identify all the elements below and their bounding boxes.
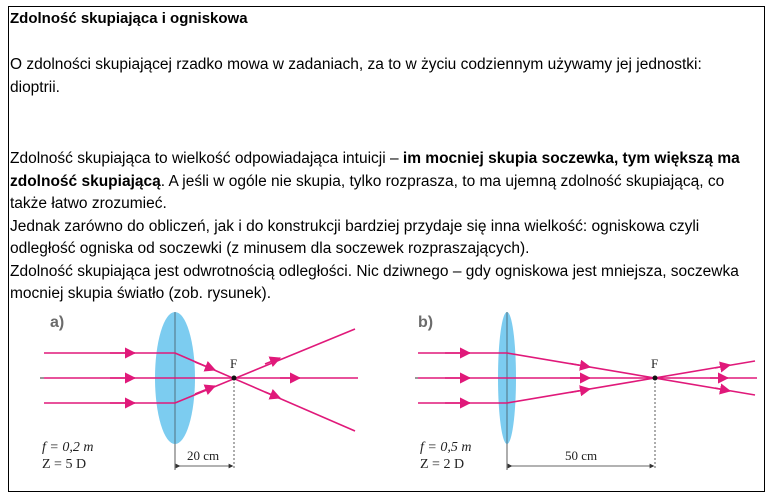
focal-length-b: f = 0,5 m bbox=[420, 440, 472, 455]
focus-label-b: F bbox=[651, 356, 659, 371]
sentence-focal-length: Jednak zarówno do obliczeń, jak i do konstrukcji bardziej przydaje się inna wielkość: ogniskowa czyli odległość ogniska od soczewki (z minusem dla soczewek rozpraszających). bbox=[10, 217, 700, 257]
panel-a bbox=[40, 312, 358, 472]
power-a: Z = 5 D bbox=[42, 457, 87, 472]
power-b: Z = 2 D bbox=[420, 457, 465, 472]
focus-label-a: F bbox=[230, 356, 238, 371]
focus-point-a bbox=[232, 376, 237, 381]
sentence-intro: Zdolność skupiająca to wielkość odpowiadająca intuicji – bbox=[10, 150, 403, 167]
sentence-continuation: . A jeśli w ogóle nie skupia, tylko rozprasza, to ma ujemną zdolność skupiającą, co także łatwo zrozumieć. bbox=[10, 172, 725, 212]
panel-a-label: a) bbox=[50, 314, 65, 331]
rays-a bbox=[44, 329, 358, 431]
distance-label-b: 50 cm bbox=[565, 448, 598, 463]
intro-paragraph: O zdolności skupiającej rzadko mowa w zadaniach, za to w życiu codziennym używamy jej jednostki: dioptrii. bbox=[10, 56, 702, 96]
rays-b bbox=[418, 353, 757, 403]
panel-b-label: b) bbox=[418, 314, 434, 331]
sentence-reciprocal: Zdolność skupiająca jest odwrotnością odległości. Nic dziwnego – gdy ogniskowa jest mniejsza, soczewka mocniej skupia światło (zob. rysunek). bbox=[10, 262, 739, 302]
focal-length-a: f = 0,2 m bbox=[42, 440, 94, 455]
panel-b bbox=[415, 312, 757, 472]
bold-statement: im mocniej skupia soczewka, tym większą ma zdolność skupiającą bbox=[10, 150, 740, 190]
distance-label-a: 20 cm bbox=[187, 448, 220, 463]
focus-point-b bbox=[653, 376, 658, 381]
page-title: Zdolność skupiająca i ogniskowa bbox=[10, 10, 248, 27]
